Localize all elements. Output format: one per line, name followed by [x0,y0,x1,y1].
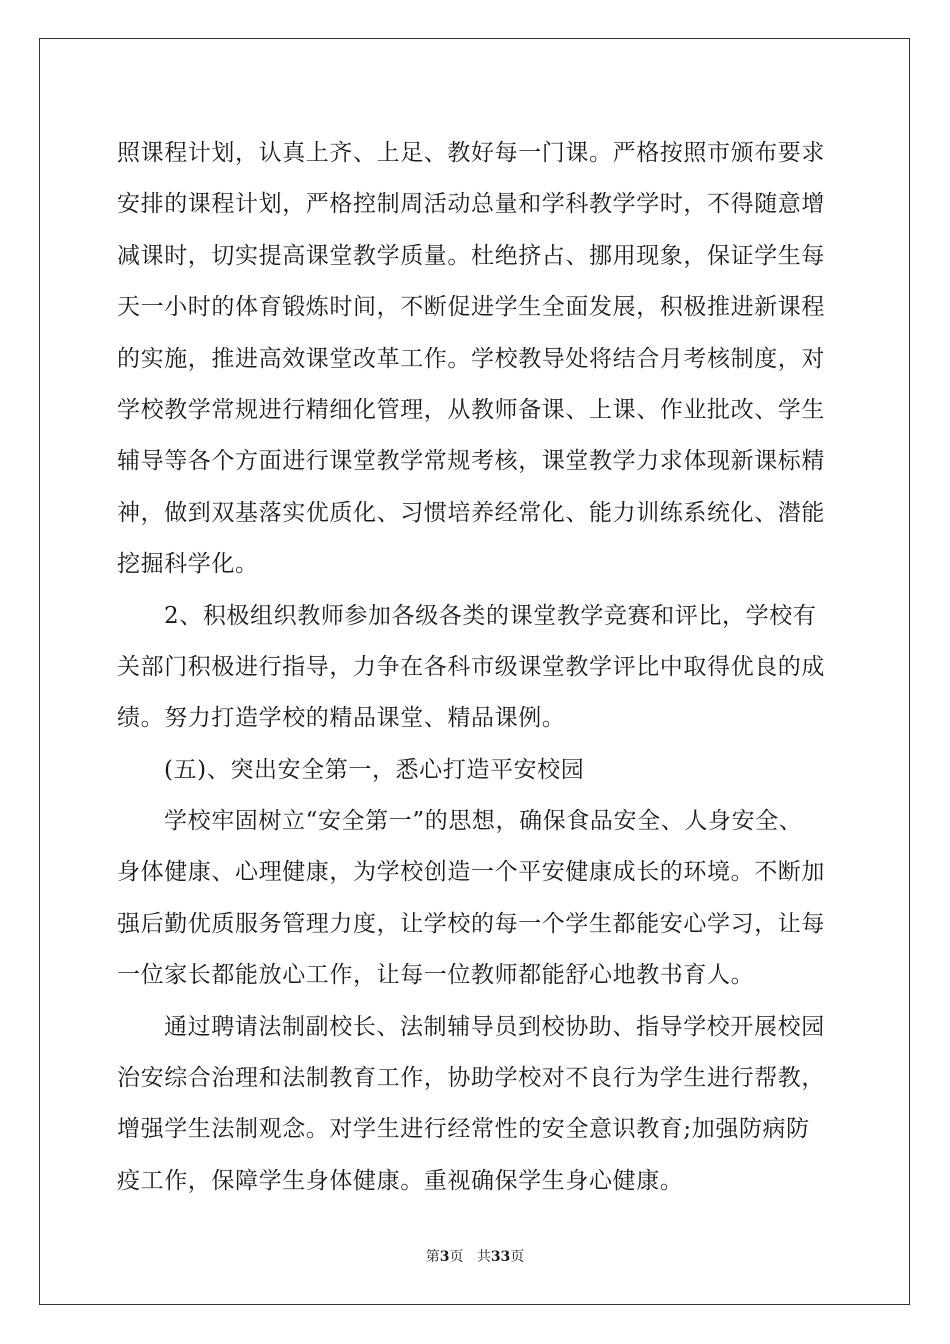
document-body [117,128,837,1207]
text-line: 辅导等各个方面进行课堂教学常规考核，课堂教学力求体现新课标精 [117,448,825,475]
text-line: 照课程计划，认真上齐、上足、教好每一门课。严格按照市颁布要求 [117,140,825,166]
text-line: 一位家长都能放心工作，让每一位教师都能舒心地教书育人。 [117,962,755,989]
text-line: 的实施，推进高效课堂改革工作。学校教导处将结合月考核制度，对 [117,345,825,372]
page-prefix: 第 [425,1249,440,1265]
text-line: 减课时，切实提高课堂教学质量。杜绝挤占、挪用现象，保证学生每 [117,242,825,269]
text-line: 天一小时的体育锻炼时间，不断促进学生全面发展，积极推进新课程 [117,294,825,321]
text-line: 治安综合治理和法制教育工作，协助学校对不良行为学生进行帮教， [117,1065,825,1092]
text-line: 绩。努力打造学校的精品课堂、精品课例。 [117,705,566,732]
page-footer [0,1246,950,1266]
text-line: 关部门积极进行指导，力争在各科市级课堂教学评比中取得优良的成 [117,653,825,680]
text-line: 强后勤优质服务管理力度，让学校的每一个学生都能安心学习，让每 [117,910,825,937]
paragraph-start-line: 学校牢固树立“安全第一”的思想，确保食品安全、人身安全、 [164,808,803,835]
text-line: 增强学生法制观念。对学生进行经常性的安全意识教育;加强防病防 [117,1116,810,1143]
text-line: 神，做到双基落实优质化、习惯培养经常化、能力训练系统化、潜能 [117,499,825,526]
current-page-number: 3 [439,1249,450,1265]
page-suffix: 页 [449,1249,464,1265]
paragraph-start-line: 通过聘请法制副校长、法制辅导员到校协助、指导学校开展校园 [164,1013,825,1040]
text-line: 疫工作，保障学生身体健康。重视确保学生身心健康。 [117,1167,684,1194]
total-suffix: 页 [510,1249,525,1265]
section-heading: (五)、突出安全第一，悉心打造平安校园 [164,756,585,783]
text-line: 安排的课程计划，严格控制周活动总量和学科教学学时，不得随意增 [117,191,825,218]
text-line: 身体健康、心理健康，为学校创造一个平安健康成长的环境。不断加 [117,859,825,886]
paragraph-start-line: 2、积极组织教师参加各级各类的课堂教学竞赛和评比，学校有 [164,602,817,629]
total-page-count: 33 [490,1249,511,1265]
total-prefix: 共 [476,1249,491,1265]
text-line: 学校教学常规进行精细化管理，从教师备课、上课、作业批改、学生 [117,396,825,423]
text-line: 挖掘科学化。 [117,551,259,578]
